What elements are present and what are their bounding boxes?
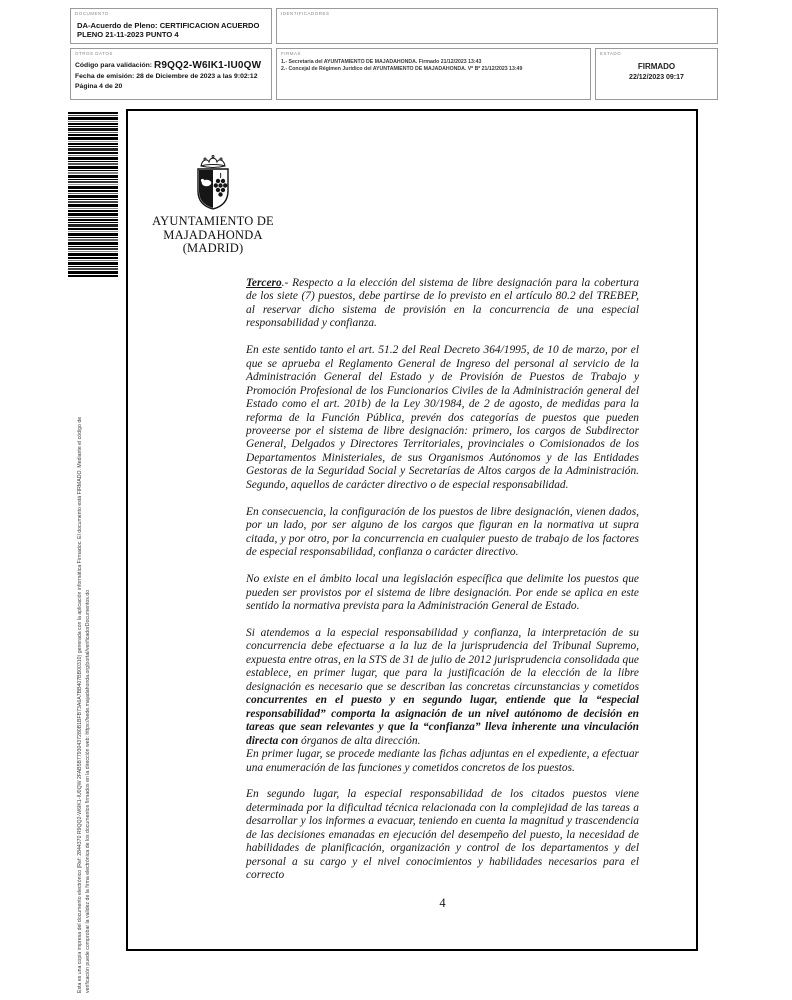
estado-box [595, 48, 718, 100]
documento-line1: DA-Acuerdo de Pleno: CERTIFICACION ACUERDO [77, 21, 260, 30]
signature-line-1: 1.- Secretaria del AYUNTAMIENTO DE MAJADAHONDA. Firmado 21/12/2023 13:43 [281, 59, 482, 65]
paragraph-2: En este sentido tanto el art. 51.2 del Real Decreto 364/1995, de 10 de marzo, por el que se aprueba el Reglamento General de Ingreso del personal al servicio de la Administración General del Estado y de Provisión de Puestos de Trabajo y Promoción Profesional de los Funcionarios Civiles de la Administración general del Estado como el art. 201b) de la Ley 30/1984, de 2 de agosto, de medidas para la reforma de la Función Pública, prevén dos categorías de puestos que pueden proveerse por el sistema de libre designación: primero, los cargos de Subdirector General, Delgados y Directores Territoriales, provinciales o Comisionados de los Departamentos Ministeriales, de sus Organismos Autónomos y de las Entidades Gestoras de la Seguridad Social y Secretarías de Altos cargos de la Administración. Segundo, aquellos de carácter directivo o de especial responsabilidad. [246, 344, 639, 491]
org-name-line2: MAJADAHONDA [163, 227, 263, 242]
documento-line2: PLENO 21-11-2023 PUNTO 4 [77, 29, 179, 39]
paragraph-5-post: órganos de alta dirección. [301, 734, 421, 747]
identificadores-label: IDENTIFICADORES [281, 11, 330, 16]
barcode [68, 112, 118, 278]
validation-code-label: Código para validación: [75, 62, 153, 69]
documento-label: DOCUMENTO [75, 11, 109, 16]
org-name-line3: (MADRID) [182, 241, 244, 255]
documento-box [70, 8, 272, 44]
documento-content [77, 22, 259, 40]
validation-code-line [75, 61, 261, 72]
tercero-text: .- Respecto a la elección del sistema de libre designación para la cobertura de los siete (7) puestos, debe partirse de lo previsto en el artículo 80.2 del TREBEP, al reservar dicho sistema de provisión en la concurrencia de una especial responsabilidad y confianza. [246, 277, 639, 330]
firmas-box [276, 48, 591, 100]
estado-content [596, 62, 717, 81]
verification-sidenote [77, 280, 93, 993]
tercero-heading: Tercero [246, 277, 282, 289]
paragraph-5 [246, 627, 639, 748]
paragraph-3: En consecuencia, la configuración de los puestos de libre designación, vienen dados, por un lado, por ser alguno de los cargos que figuran en la normativa ut supra citada, y por otro, por la concurrencia en cualquier puesto de trabajo de los factores de especial responsabilidad, confianza o carácter directivo. [246, 505, 639, 559]
org-name-line1: AYUNTAMIENTO DE [152, 214, 274, 228]
paragraph-tercero [246, 277, 639, 331]
signature-line-2: 2.- Concejal de Régimen Jurídico del AYUNTAMIENTO DE MAJADAHONDA. Vº Bº 21/12/2023 13:49 [281, 66, 523, 72]
firmas-label: FIRMAS [281, 51, 302, 56]
estado-label: ESTADO [600, 51, 622, 56]
firmas-content [281, 59, 522, 73]
document-frame [126, 109, 698, 951]
paragraph-5-pre: Si atendemos a la especial responsabilidad y confianza, la interpretación de su concurrencia debe efectuarse a la luz de la jurisprudencia del Tribunal Supremo, expuesta entre otras, en la STS de 31 de julio de 2012 jurisprudencia consolidada que establece, en primer lugar, que para la justificación de la elección de la libre designación es necesario que se describan las concretas circunstancias y cometidos [246, 626, 639, 693]
otros-datos-label: OTROS DATOS [75, 51, 113, 56]
municipal-logo [150, 153, 276, 256]
otros-datos-box [70, 48, 272, 100]
document-body [246, 277, 639, 910]
otros-datos-content [75, 61, 261, 93]
status-badge: FIRMADO [637, 62, 676, 71]
emission-date: Fecha de emisión: 28 de Diciembre de 2023 a las 9:02:12 [75, 72, 258, 80]
status-datetime: 22/12/2023 09:17 [629, 74, 684, 81]
validation-code: R9QQ2-W6IK1-IU0QW [153, 60, 262, 71]
page-number: 4 [439, 895, 446, 910]
identificadores-box [276, 8, 718, 44]
paragraph-6: En primer lugar, se procede mediante las fichas adjuntas en el expediente, a efectuar una enumeración de las funciones y cometidos concretos de los puestos. [246, 748, 639, 774]
paragraph-4: No existe en el ámbito local una legislación específica que delimite los puestos que pueden ser provistos por el sistema de libre designación. Por ende se aplica en este sentido la normativa prevista para la Administración General de Estado. [246, 573, 639, 613]
verification-line-2: verificación puede comprobar la validez de la firma electrónica de los documentos firmados en la dirección web: https://sede.majadahonda.org/portal/verificadorDocumentos.do [84, 589, 91, 993]
coat-of-arms-icon [184, 153, 242, 213]
verification-line-1: Esta es una copia impresa del documento electrónico (Ref: 2844370 R9QQ2-W6IK1-IU0QW 2FAB5B77930437280B1BFB73A6A7BB407BB00310) generada con la aplicación informática Firmadoc. El documento está FIRMADO. Mediante el código de [77, 416, 83, 993]
page-indicator: Página 4 de 20 [75, 83, 123, 90]
paragraph-5-bold: concurrentes en el puesto y en segundo lugar, entiende que la “especial responsabilidad” comporta la asignación de un nivel autónomo de decisión en tareas que sean relevantes y que la “confianza” lleva inherente una vinculación directa con [246, 694, 639, 747]
org-name [150, 215, 276, 256]
paragraph-7: En segundo lugar, la especial responsabilidad de los citados puestos viene determinada por la dificultad técnica relacionada con la complejidad de las tareas a desarrollar y los informes a evacuar, teniendo en cuenta la magnitud y trascendencia de las decisiones emanadas en ejecución del desempeño del puesto, la necesidad de habilidades de planificación, organización y control de los departamentos y del personal a su cargo y el nivel conocimientos y habilidades necesarios para el correcto [246, 788, 639, 882]
